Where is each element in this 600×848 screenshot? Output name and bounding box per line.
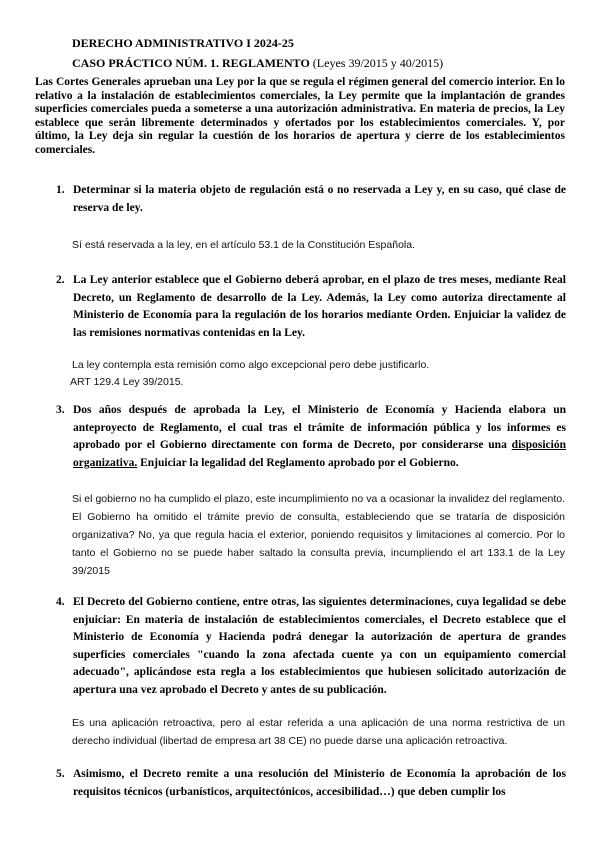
question-number: 2. — [56, 274, 65, 286]
case-title-laws: (Leyes 39/2015 y 40/2015) — [312, 56, 444, 70]
answer-2-line-1: La ley contempla esta remisión como algo excepcional pero debe justificarlo. — [72, 359, 430, 371]
intro-paragraph: Las Cortes Generales aprueban una Ley por la que se regula el régimen general del comercio interior. En lo relativo a la instalación de establecimientos comerciales, la Ley permite que la implantación de grandes superficies comerciales pueda a someterse a una autorización administrativa. En materia de precios, la Ley establece que serán libremente determinados y ofertados por los establecimientos comerciales. Y, por último, la Ley deja sin regular la cuestión de los horarios de apertura y cierre de los establecimientos comerciales. — [35, 76, 565, 156]
question-text-part: Dos años después de aprobada la Ley, el Ministerio de Economía y Hacienda elabora un anteproyecto de Reglamento, el cual tras el trámite de información pública y los informes es aprobado por el Gobierno directamente con forma de Decreto, por considerarse una — [73, 404, 566, 451]
question-text: El Decreto del Gobierno contiene, entre otras, las siguientes determinaciones, cuya legalidad se debe enjuiciar: En materia de instalación de establecimientos comerciales, el Decreto establece que el Ministerio de Economía y Hacienda podrá denegar la autorización de apertura de grandes superficies comerciales "cuando la zona afectada cuente ya con un equipamiento comercial adecuado", aplicándose esta regla a los establecimientos que hubiesen solicitado autorización de apertura una vez aprobado el Decreto y antes de su publicación. — [73, 596, 566, 696]
question-number: 5. — [56, 768, 65, 780]
answer-2-line-2: ART 129.4 Ley 39/2015. — [70, 376, 184, 388]
question-text-part: Enjuiciar la legalidad del Reglamento aprobado por el Gobierno. — [137, 456, 459, 469]
underlined-term: disposición organizativa. — [73, 439, 566, 469]
question-3 — [56, 402, 566, 472]
question-text: La Ley anterior establece que el Gobierno deberá aprobar, en el plazo de tres meses, mediante Real Decreto, un Reglamento de desarrollo de la Ley. Además, la Ley como autoriza directamente al Ministerio de Economía para la regulación de los horarios mediante Orden. Enjuiciar la validez de las remisiones normativas contenidas en la Ley. — [73, 274, 566, 339]
case-title — [72, 56, 443, 71]
answer-3: Si el gobierno no ha cumplido el plazo, este incumplimiento no va a ocasionar la invalidez del reglamento. El Gobierno ha omitido el trámite previo de consulta, estableciendo que se trataría de disposición organizativa? No, ya que regula hacia el exterior, poniendo requisitos y limitaciones al comercio. Por lo tanto el Gobierno no se puede haber saltado la consulta previa, incumpliendo el art 133.1 de la Ley 39/2015 — [72, 493, 565, 577]
question-5 — [56, 766, 566, 801]
question-text: Asimismo, el Decreto remite a una resolución del Ministerio de Economía la aprobación de los requisitos técnicos (urbanísticos, arquitectónicos, accesibilidad…) que deben cumplir los — [73, 768, 566, 798]
course-title: DERECHO ADMINISTRATIVO I 2024-25 — [72, 36, 294, 50]
question-2 — [56, 272, 566, 342]
question-text — [73, 402, 566, 472]
question-number: 3. — [56, 404, 65, 416]
question-1 — [56, 182, 566, 217]
question-4 — [56, 594, 566, 699]
case-title-main: CASO PRÁCTICO NÚM. 1. REGLAMENTO — [72, 56, 310, 70]
answer-1: Sí está reservada a la ley, en el artículo 53.1 de la Constitución Española. — [72, 239, 416, 251]
question-number: 4. — [56, 596, 65, 608]
question-text: Determinar si la materia objeto de regulación está o no reservada a Ley y, en su caso, qué clase de reserva de ley. — [73, 184, 566, 214]
answer-4: Es una aplicación retroactiva, pero al estar referida a una aplicación de una norma restrictiva de un derecho individual (libertad de empresa art 38 CE) no puede darse una aplicación retroactiva. — [72, 717, 565, 747]
question-number: 1. — [56, 184, 65, 196]
